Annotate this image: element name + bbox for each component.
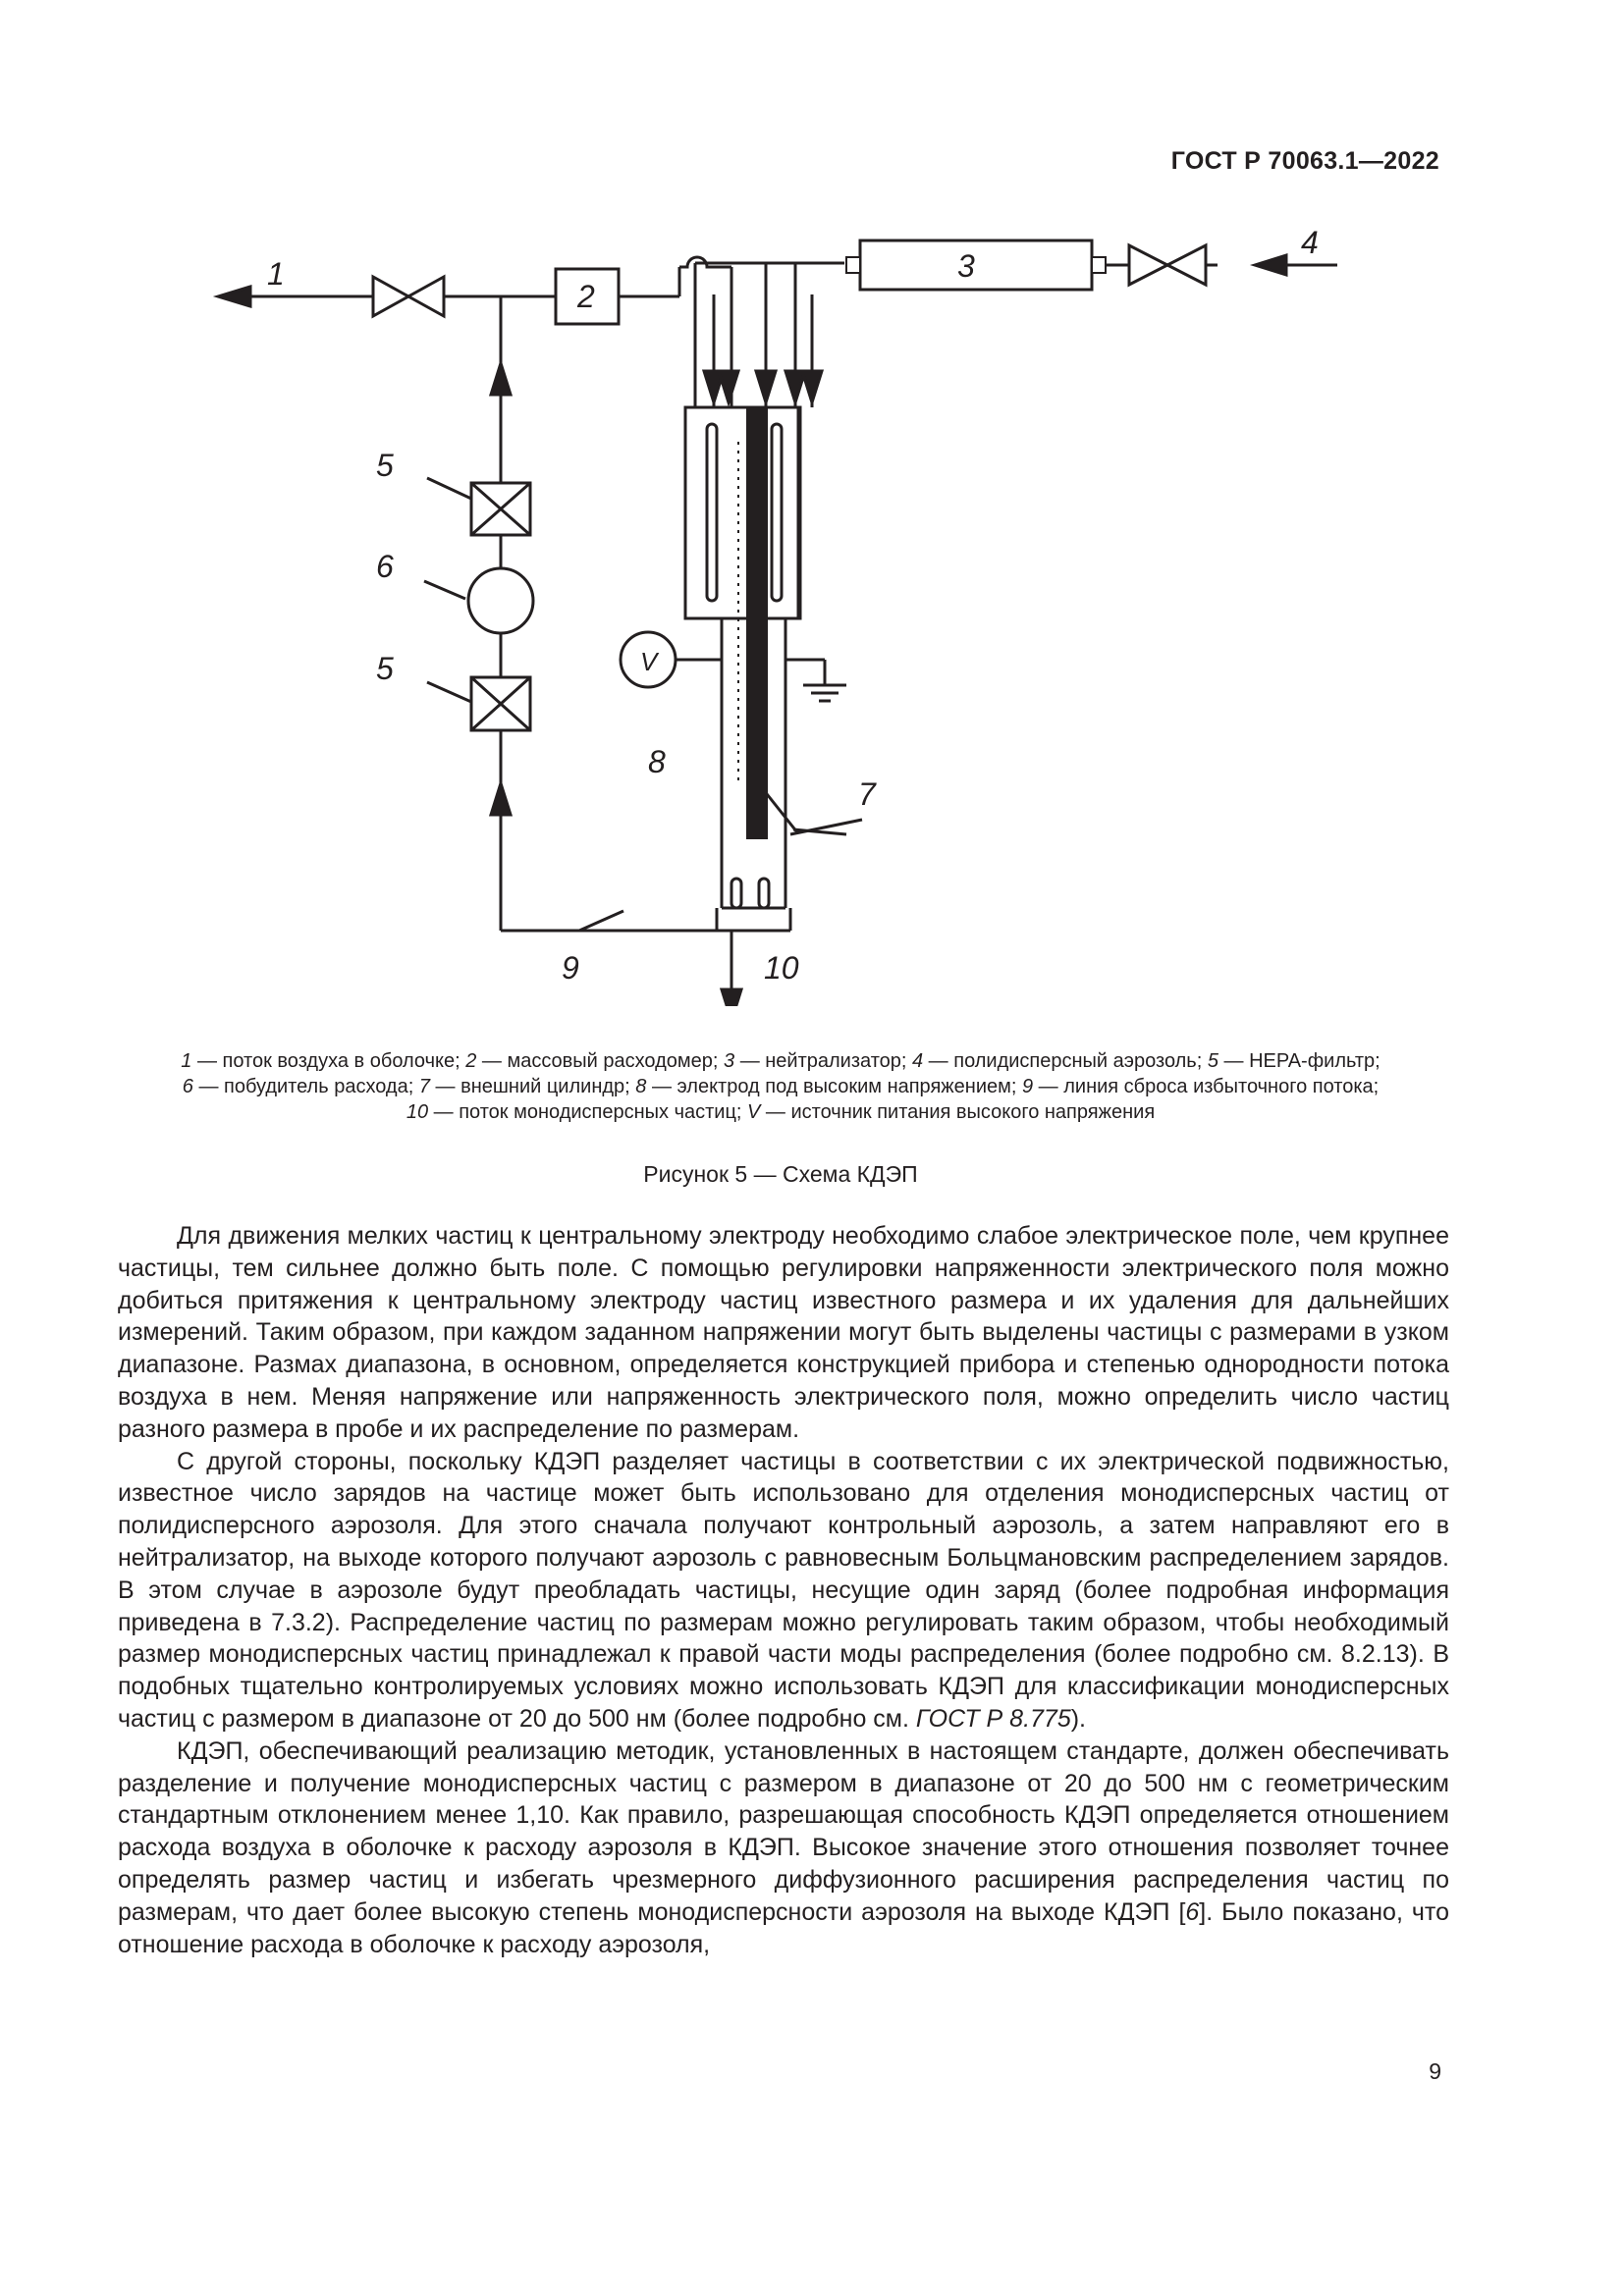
legend-num: 8 [635, 1076, 647, 1097]
legend-text: — полидисперсный аэрозоль; [923, 1050, 1208, 1072]
figure-label-5-top: 5 [376, 448, 394, 483]
legend-num: 4 [912, 1050, 924, 1072]
hepa-filter-icon [471, 483, 530, 535]
hepa-filter-icon [471, 677, 530, 730]
high-voltage-electrode [746, 407, 768, 839]
legend-text: — массовый расходомер; [476, 1050, 725, 1072]
legend-num: 9 [1022, 1076, 1034, 1097]
document-code: ГОСТ Р 70063.1—2022 [1170, 147, 1439, 175]
legend-text: — HEPA-фильтр; [1218, 1050, 1380, 1072]
legend-text: — поток монодисперсных частиц; [428, 1101, 748, 1123]
paragraph [118, 1735, 1449, 1961]
voltage-source-label: V [640, 647, 658, 676]
legend-num: 3 [724, 1050, 735, 1072]
figure-label-4: 4 [1301, 225, 1319, 260]
valve-icon [373, 277, 444, 316]
legend-text: — линия сброса избыточного потока; [1033, 1076, 1380, 1097]
pump-icon [468, 568, 533, 633]
page-number: 9 [1429, 2058, 1441, 2084]
paragraph [118, 1446, 1449, 1735]
dma-schematic [196, 221, 1375, 1006]
figure-label-5-bottom: 5 [376, 651, 394, 686]
paragraph-text: ). [1070, 1704, 1087, 1733]
paragraph-text: КДЭП, обеспечивающий реализацию методик, установленных в настоящем стандарте, должен обеспечивать разделение и получение монодисперсных частиц с размером в диапазоне от 20 до 500 нм с геометрическим стандартным отклонением менее 1,10. Как правило, разрешающая способность КДЭП определяется отношением расхода воздуха в оболочке к расходу аэрозоля в КДЭП. Высокое значение этого отношения позволяет точнее определять размер частиц и избегать чрезмерного диффузионного расширения распределения частиц по размерам, что дает более высокую степень монодисперсности аэрозоля на выходе КДЭП [ [118, 1736, 1449, 1926]
figure-label-2: 2 [577, 279, 595, 314]
paragraph-text: С другой стороны, поскольку КДЭП разделяет частицы в соответствии с их электрической подвижностью, известное число зарядов на частице может быть использовано для отделения монодисперсных частиц от полидисперсного аэрозоля. Для этого сначала получают контрольный аэрозоль, а затем направляют его в нейтрализатор, на выходе которого получают аэрозоль с равновесным Больцмановским распределением зарядов. В этом случае в аэрозоле будут преобладать частицы, несущие один заряд (более подробная информация приведена в 7.3.2). Распределение частиц по размерам можно регулировать таким образом, чтобы необходимый размер монодисперсных частиц принадлежал к правой части моды распределения (более подробно см. 8.2.13). В подобных тщательно контролируемых условиях можно использовать КДЭП для классификации монодисперсных частиц с размером в диапазоне от 20 до 500 нм (более подробно см. [118, 1447, 1449, 1733]
standard-reference-link: ГОСТ Р 8.775 [915, 1704, 1071, 1733]
legend-num: 7 [418, 1076, 430, 1097]
neutralizer-box [860, 240, 1092, 290]
paragraph: Для движения мелких частиц к центральному электроду необходимо слабое электрическое поле, чем крупнее частицы, тем сильнее должно быть поле. С помощью регулировки напряженности электрического поля можно добиться притяжения к центральному электроду частиц известного размера и их удаления для дальнейших измерений. Таким образом, при каждом заданном напряжении могут быть выделены частицы с размерами в узком диапазоне. Размах диапазона, в основном, определяется конструкцией прибора и степенью однородности потока воздуха в нем. Меняя напряжение или напряженность электрического поля, можно определить число частиц разного размера в пробе и их распределение по размерам. [118, 1222, 1449, 1443]
figure-label-10: 10 [764, 950, 799, 986]
figure-label-7: 7 [858, 776, 876, 812]
figure-label-1: 1 [267, 256, 285, 292]
figure-legend [118, 1048, 1443, 1125]
legend-text: — источник питания высокого напряжения [760, 1101, 1156, 1123]
figure-caption: Рисунок 5 — Схема КДЭП [643, 1161, 918, 1187]
legend-num: V [747, 1101, 761, 1123]
legend-num: 2 [465, 1050, 477, 1072]
legend-text: — электрод под высоким напряжением; [646, 1076, 1022, 1097]
legend-text: — внешний цилиндр; [429, 1076, 636, 1097]
figure-label-6: 6 [376, 549, 394, 584]
legend-num: 6 [182, 1076, 193, 1097]
legend-num: 5 [1207, 1050, 1218, 1072]
legend-num: 10 [406, 1101, 429, 1123]
figure-label-9: 9 [562, 950, 579, 986]
figure-label-3: 3 [957, 248, 975, 284]
legend-text: — побудитель расхода; [192, 1076, 419, 1097]
figure-label-8: 8 [648, 744, 666, 779]
legend-num: 1 [181, 1050, 192, 1072]
bibliography-reference-link: 6 [1185, 1897, 1200, 1926]
body-text [118, 1220, 1449, 1960]
valve-icon [1129, 245, 1206, 285]
paragraph-text: ]. Было показано, что отношение расхода в оболочке к расходу аэрозоля, [118, 1897, 1449, 1958]
legend-text: — поток воздуха в оболочке; [191, 1050, 466, 1072]
legend-text: — нейтрализатор; [734, 1050, 912, 1072]
